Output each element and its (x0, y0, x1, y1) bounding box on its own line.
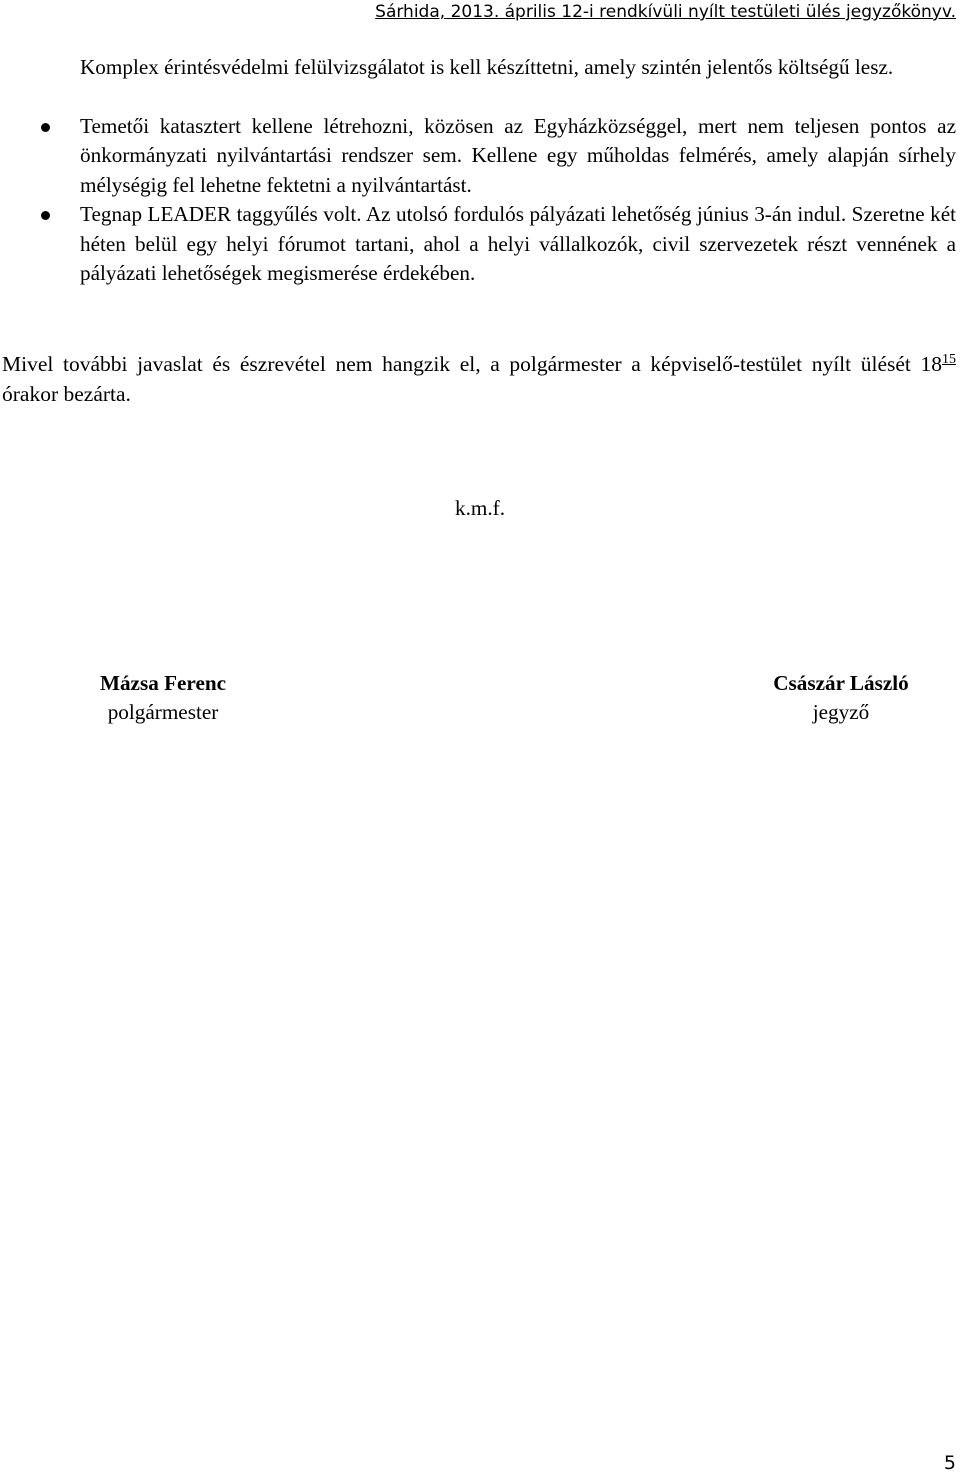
signature-name: Mázsa Ferenc (99, 671, 227, 695)
signature-name: Császár László (773, 671, 909, 695)
page-header: Sárhida, 2013. április 12-i rendkívüli nyílt testületi ülés jegyzőkönyv. (375, 2, 956, 22)
bullet-dot-icon (41, 211, 50, 220)
bullet-item (0, 200, 956, 288)
closing-paragraph (2, 350, 956, 409)
signature-role: polgármester (107, 700, 219, 725)
continuation-paragraph: Komplex érintésvédelmi felülvizsgálatot is kell készíttetni, amely szintén jelentős költségű lesz. (80, 55, 894, 79)
signature-role: jegyző (812, 700, 870, 725)
closing-text-end: órakor bezárta. (2, 381, 131, 406)
page-number: 5 (943, 1452, 956, 1474)
closing-text: Mivel további javaslat és észrevétel nem hangzik el, a polgármester a képviselő-testület nyílt ülését 18 (2, 352, 942, 376)
bullet-text: Tegnap LEADER taggyűlés volt. Az utolsó fordulós pályázati lehetőség június 3-án indul. Szeretne két héten belül egy helyi fórumot tartani, ahol a helyi vállalkozók, civil szervezetek részt vennének a pályázati lehetőségek megismerése érdekében. (80, 202, 956, 286)
bullet-item (0, 112, 956, 200)
bullet-list (0, 112, 960, 288)
kmf-label: k.m.f. (454, 496, 506, 520)
closing-time-minutes: 15 (942, 352, 956, 367)
signature-mayor (82, 669, 244, 728)
bullet-dot-icon (41, 123, 50, 132)
bullet-text: Temetői katasztert kellene létrehozni, közösen az Egyházközséggel, mert nem teljesen pontos az önkormányzati nyilvántartási rendszer sem. Kellene egy műholdas felmérés, amely alapján sírhely mélységig fel lehetne fektetni a nyilvántartást. (80, 114, 956, 197)
signature-notary (752, 669, 930, 728)
